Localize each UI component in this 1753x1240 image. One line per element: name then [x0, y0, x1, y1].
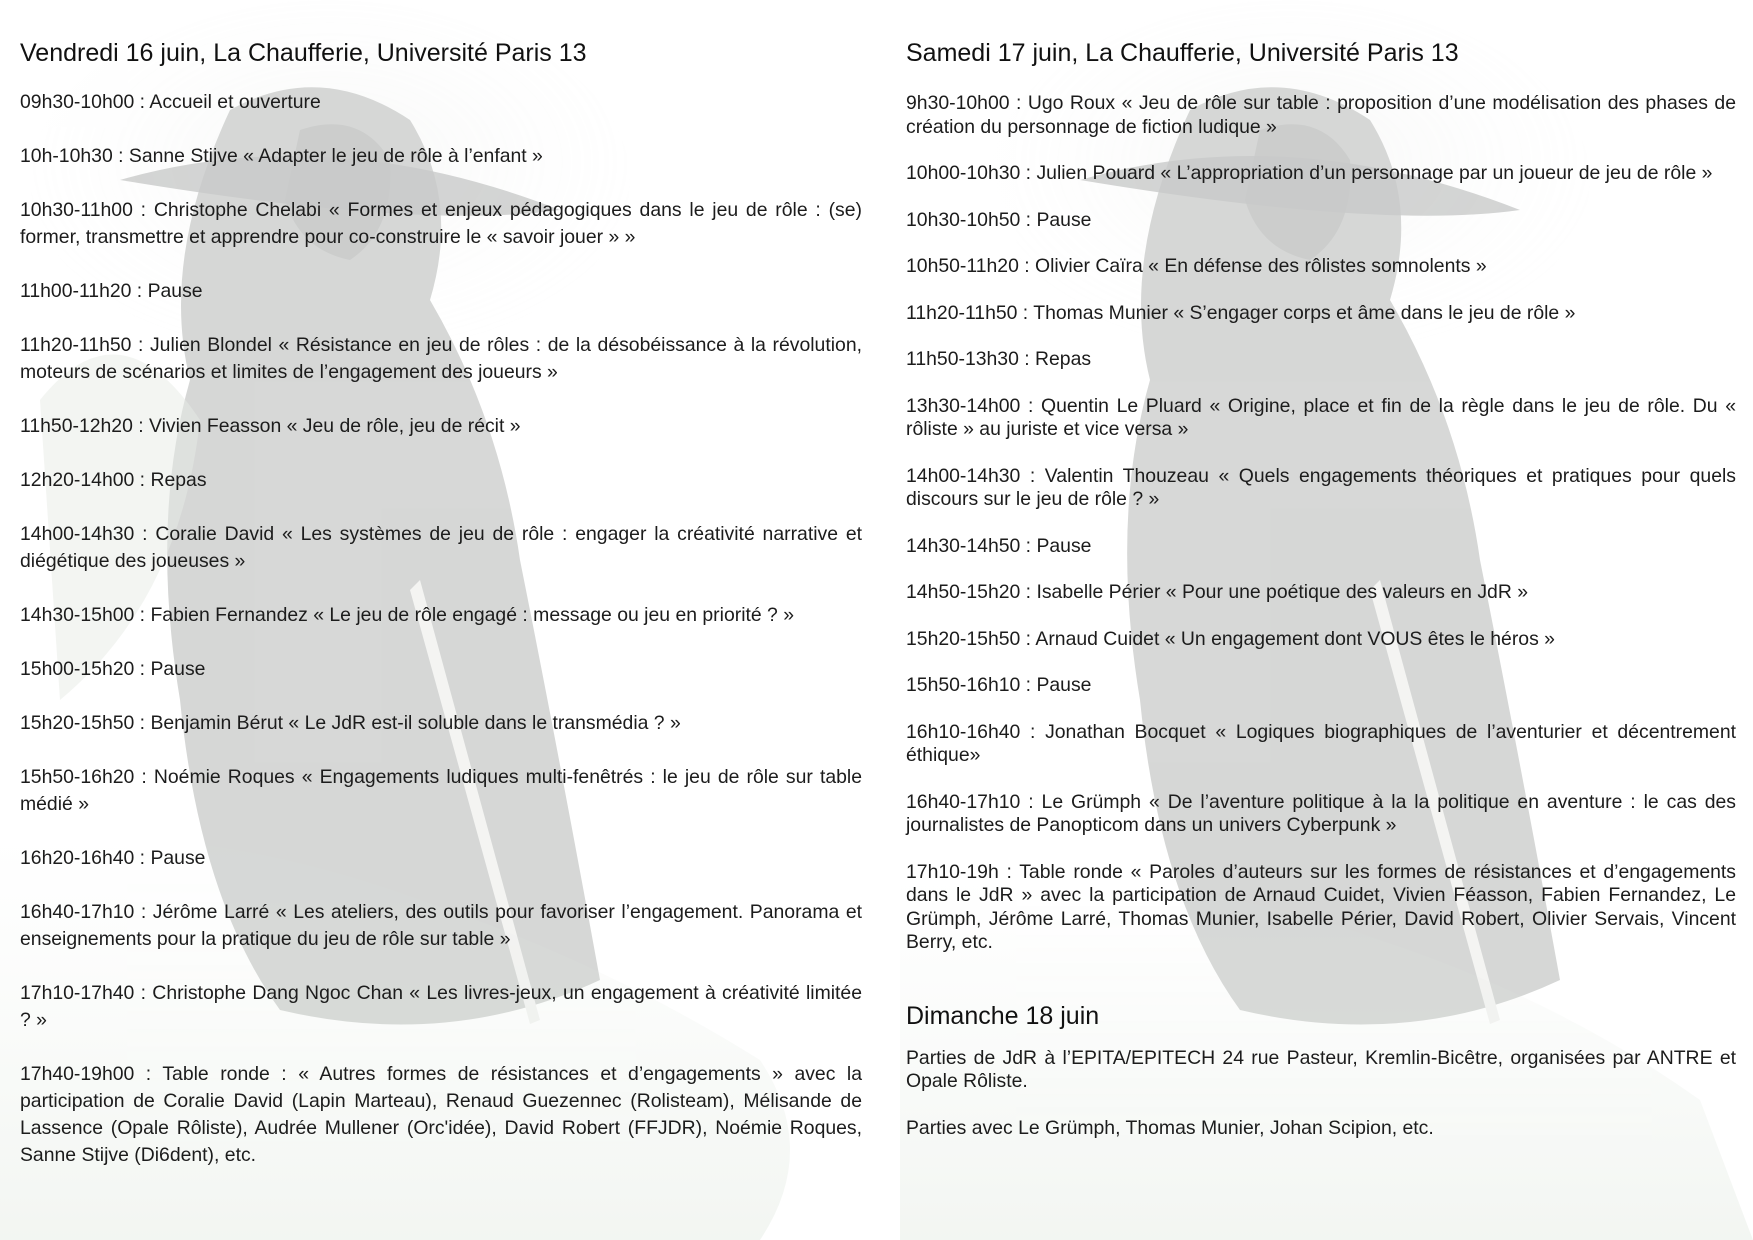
friday-entry: 15h20-15h50 : Benjamin Bérut « Le JdR est-il soluble dans le transmédia ? » [20, 712, 681, 734]
friday-entry: 15h50-16h20 : Noémie Roques « Engagements ludiques multi-fenêtrés : le jeu de rôle sur table médié » [20, 766, 862, 815]
friday-entry: 14h30-15h00 : Fabien Fernandez « Le jeu de rôle engagé : message ou jeu en priorité ? » [20, 604, 795, 626]
saturday-entry: 10h30-10h50 : Pause [906, 208, 1092, 231]
friday-entry: 15h00-15h20 : Pause [20, 658, 206, 680]
sunday-title: Dimanche 18 juin [906, 1001, 1100, 1030]
saturday-entry: 15h20-15h50 : Arnaud Cuidet « Un engagement dont VOUS êtes le héros » [906, 627, 1555, 650]
friday-program [20, 36, 862, 1196]
saturday-entry: 11h20-11h50 : Thomas Munier « S’engager corps et âme dans le jeu de rôle » [906, 301, 1576, 324]
friday-entry: 11h00-11h20 : Pause [20, 280, 203, 302]
friday-entry: 17h10-17h40 : Christophe Dang Ngoc Chan « Les livres-jeux, un engagement à créativité limitée ? » [20, 982, 862, 1031]
friday-entry: 16h20-16h40 : Pause [20, 847, 206, 869]
friday-entry: 11h20-11h50 : Julien Blondel « Résistance en jeu de rôles : de la désobéissance à la révolution, moteurs de scénarios et limites de l’engagement des joueurs » [20, 334, 862, 383]
friday-entry: 12h20-14h00 : Repas [20, 469, 207, 491]
saturday-title: Samedi 17 juin, La Chaufferie, Université Paris 13 [906, 39, 1459, 67]
friday-entry: 17h40-19h00 : Table ronde : « Autres formes de résistances et d’engagements » avec la participation de Coralie David (Lapin Marteau), Renaud Guezennec (Rolisteam), Mélisande de Lassence (Opale Rôliste), Audrée Mullener (Orc'idée), David Robert (FFJDR), Noémie Roques, Sanne Stijve (Di6dent), etc. [20, 1063, 862, 1166]
saturday-entry: 14h00-14h30 : Valentin Thouzeau « Quels engagements théoriques et pratiques pour quels discours sur le jeu de rôle ? » [906, 464, 1736, 510]
sunday-entry: Parties de JdR à l’EPITA/EPITECH 24 rue Pasteur, Kremlin-Bicêtre, organisées par ANTRE et Opale Rôliste. [906, 1046, 1736, 1092]
saturday-entry: 14h50-15h20 : Isabelle Périer « Pour une poétique des valeurs en JdR » [906, 581, 1528, 603]
saturday-entry: 16h10-16h40 : Jonathan Bocquet « Logiques biographiques de l’aventurier et décentrement éthique» [906, 720, 1736, 766]
saturday-entry: 9h30-10h00 : Ugo Roux « Jeu de rôle sur table : proposition d’une modélisation des phases de création du personnage de fiction ludique » [906, 92, 1736, 138]
saturday-entry: 10h00-10h30 : Julien Pouard « L’appropriation d’un personnage par un joueur de jeu de rôle » [906, 162, 1713, 184]
friday-entry: 09h30-10h00 : Accueil et ouverture [20, 91, 321, 113]
friday-entry: 11h50-12h20 : Vivien Feasson « Jeu de rôle, jeu de récit » [20, 415, 521, 437]
saturday-entry: 14h30-14h50 : Pause [906, 534, 1092, 557]
saturday-entry: 16h40-17h10 : Le Grümph « De l’aventure politique à la la politique en aventure : le cas des journalistes de Panopticom dans un univers Cyberpunk » [906, 790, 1736, 836]
friday-entry: 10h30-11h00 : Christophe Chelabi « Formes et enjeux pédagogiques dans le jeu de rôle : (se) former, transmettre et apprendre pour co-construire le « savoir jouer » » [20, 199, 862, 248]
saturday-entry: 17h10-19h : Table ronde « Paroles d’auteurs sur les formes de résistances et d’engagements dans le JdR » avec la participation de Arnaud Cuidet, Vivien Féasson, Fabien Fernandez, Le Grümph, Jérôme Larré, Thomas Munier, Isabelle Périer, David Robert, Olivier Servais, Vincent Berry, etc. [906, 860, 1736, 953]
sunday-entry: Parties avec Le Grümph, Thomas Munier, Johan Scipion, etc. [906, 1116, 1434, 1139]
sunday-program [906, 999, 1736, 1141]
friday-entry: 10h-10h30 : Sanne Stijve « Adapter le jeu de rôle à l’enfant » [20, 145, 543, 167]
saturday-program [906, 36, 1736, 1163]
friday-title: Vendredi 16 juin, La Chaufferie, Université Paris 13 [20, 39, 587, 67]
saturday-entry: 15h50-16h10 : Pause [906, 674, 1092, 696]
saturday-entry: 10h50-11h20 : Olivier Caïra « En défense des rôlistes somnolents » [906, 255, 1487, 277]
page-divider [875, 0, 877, 1240]
friday-entry: 14h00-14h30 : Coralie David « Les systèmes de jeu de rôle : engager la créativité narrative et diégétique des joueuses » [20, 523, 862, 572]
saturday-entry: 13h30-14h00 : Quentin Le Pluard « Origine, place et fin de la règle dans le jeu de rôle. Du « rôliste » au juriste et vice versa » [906, 394, 1736, 440]
saturday-entry: 11h50-13h30 : Repas [906, 348, 1092, 370]
friday-entry: 16h40-17h10 : Jérôme Larré « Les ateliers, des outils pour favoriser l’engagement. Panorama et enseignements pour la pratique du jeu de rôle sur table » [20, 901, 862, 950]
